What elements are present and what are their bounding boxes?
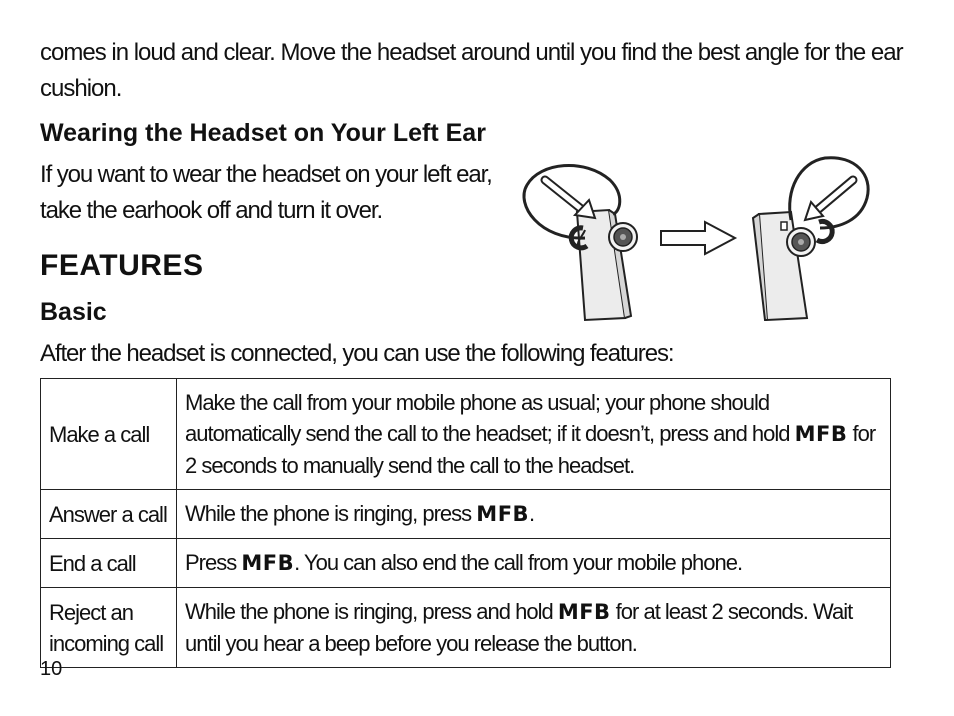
table-row [41, 379, 891, 490]
feature-description: While the phone is ringing, press and hold MFB for at least 2 seconds. Wait until you hear a beep before you release the button. [177, 588, 891, 668]
features-intro: After the headset is connected, you can use the following features: [40, 340, 674, 367]
feature-description: Press MFB. You can also end the call from your mobile phone. [177, 539, 891, 588]
feature-description: While the phone is ringing, press MFB. [177, 490, 891, 539]
earhook-illustration [515, 150, 875, 330]
feature-description: Make the call from your mobile phone as usual; your phone should automatically send the call to the headset; if it doesn’t, press and hold MFB for 2 seconds to manually send the call to the headset. [177, 379, 891, 490]
wearing-line-1: If you want to wear the headset on your left ear, [40, 161, 492, 188]
headset-left-ear-icon [753, 158, 868, 320]
wearing-heading: Wearing the Headset on Your Left Ear [40, 119, 486, 147]
feature-name: Answer a call [41, 490, 177, 539]
feature-name: End a call [41, 539, 177, 588]
intro-paragraph: comes in loud and clear. Move the headset around until you find the best angle for the ear cushion. [40, 39, 903, 102]
table-row [41, 490, 891, 539]
feature-name: Make a call [41, 379, 177, 490]
headset-right-ear-icon [524, 165, 637, 320]
features-table [40, 378, 891, 668]
wearing-line-2: take the earhook off and turn it over. [40, 197, 383, 224]
page-number: 10 [40, 658, 63, 680]
features-heading: FEATURES [40, 249, 204, 282]
table-row [41, 539, 891, 588]
basic-heading: Basic [40, 298, 107, 326]
table-row [41, 588, 891, 668]
feature-name: Reject an incoming call [41, 588, 177, 668]
mfb-key: MFB [476, 502, 530, 526]
mfb-key: MFB [794, 422, 848, 446]
arrow-right-icon [661, 222, 735, 254]
mfb-key: MFB [241, 551, 295, 575]
wearing-paragraph [40, 157, 510, 229]
mfb-key: MFB [557, 600, 611, 624]
